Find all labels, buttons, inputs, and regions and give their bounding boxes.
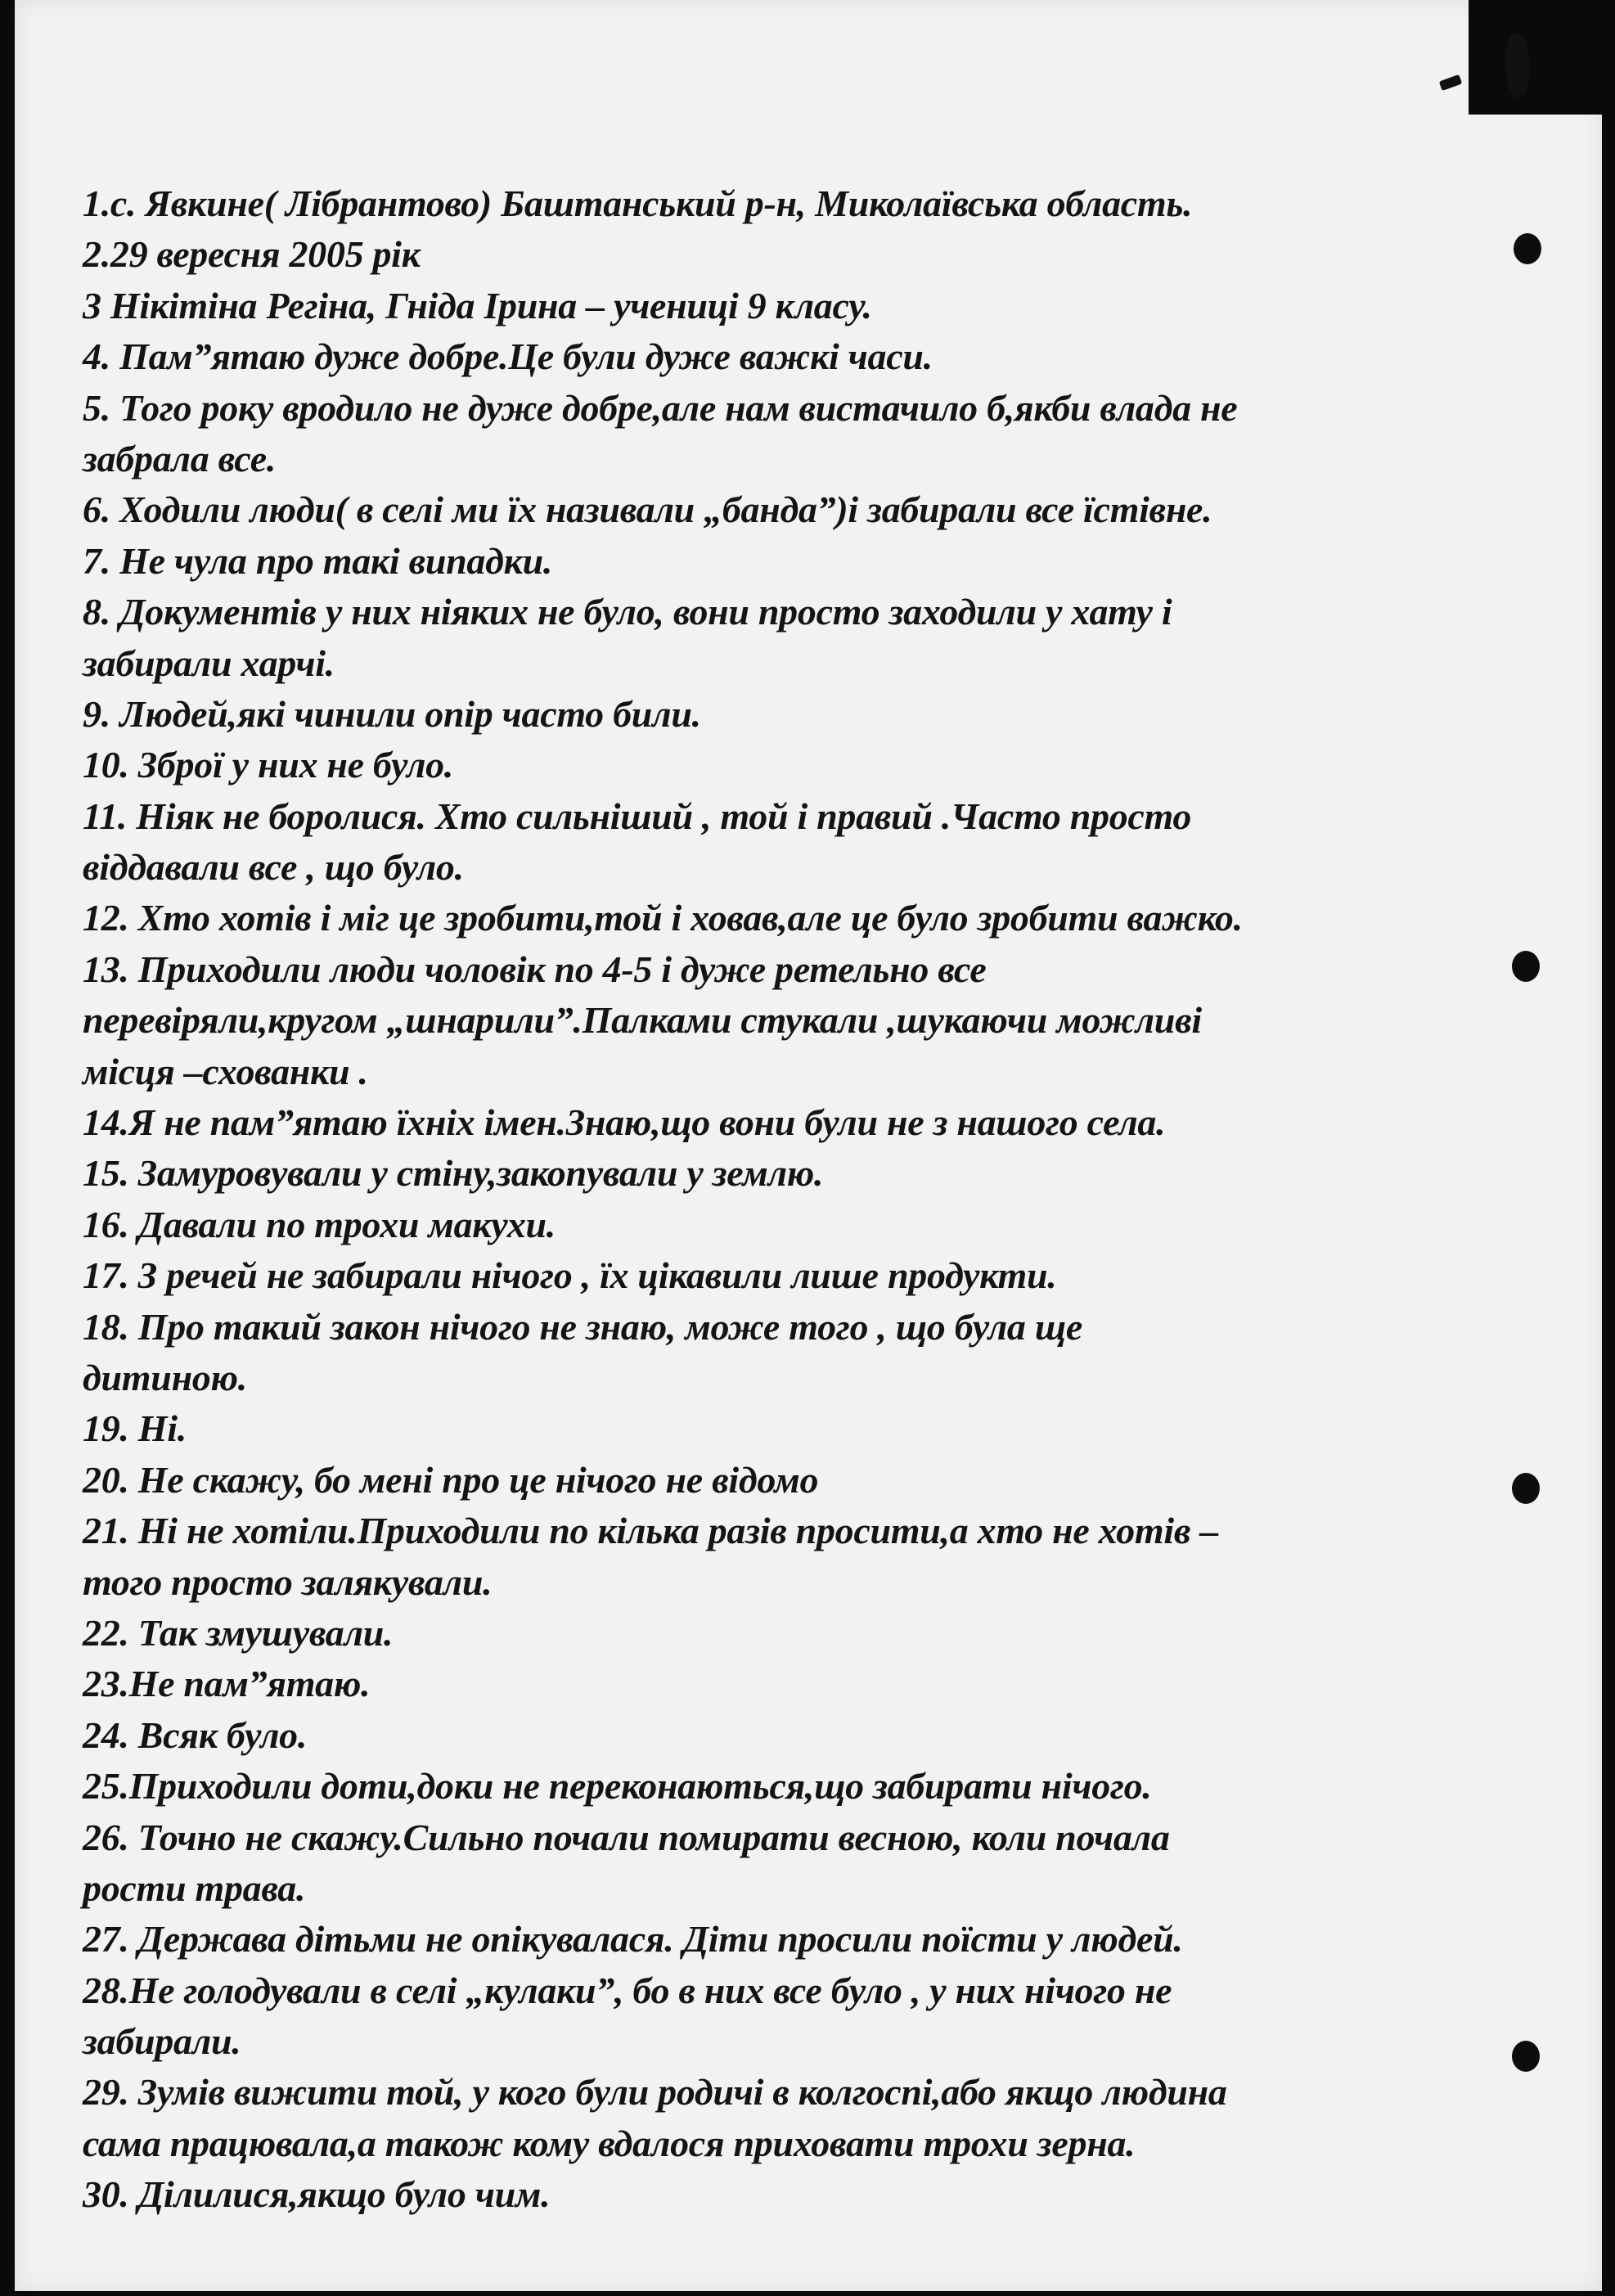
text-line: місця –схованки . [83,1050,368,1092]
paper-sheet [15,0,1602,2291]
text-line: 15. Замуровували у стіну,закопували у землю. [83,1152,824,1195]
text-line: забрала все. [83,437,277,479]
text-line: 2.29 вересня 2005 рік [83,233,421,276]
text-line: віддавали все , що було. [83,846,464,889]
text-line: 30. Ділилися,якщо було чим. [83,2173,551,2216]
text-line: 5. Того року вродило не дуже добре,але нам вистачило б,якби влада не [83,386,1238,429]
text-line: забирали. [83,2020,241,2063]
text-line: того просто залякували. [83,1560,493,1603]
punch-hole [1514,233,1541,264]
text-line: 12. Хто хотів і міг це зробити,той і ховав,але це було зробити важко. [83,897,1243,939]
text-line: 4. Пам”ятаю дуже добре.Це були дуже важкі часи. [83,335,933,378]
text-line: 3 Нікітіна Регіна, Гніда Ірина – учениці 9 класу. [83,284,872,326]
document-text [83,178,1490,2221]
text-line: 1.с. Явкине( Лібрантово) Баштанський р-н, Миколаївська область. [83,182,1193,224]
text-line: 10. Зброї у них не було. [83,744,454,786]
text-line: 19. Ні. [83,1407,187,1450]
punch-hole [1512,951,1540,982]
text-line: 23.Не пам”ятаю. [83,1663,371,1705]
text-line: 11. Ніяк не боролися. Хто сильніший , той і правий .Часто просто [83,795,1192,837]
text-line: 17. З речей не забирали нічого , їх цікавили лише продукти. [83,1254,1057,1297]
punch-hole [1512,2041,1540,2072]
text-line: перевіряли,кругом „шнарили”.Палками стукали ,шукаючи можливі [83,999,1202,1042]
text-line: 6. Ходили люди( в селі ми їх називали „банда”)і забирали все їстівне. [83,488,1212,531]
text-line: 28.Не голодували в селі „кулаки”, бо в них все було , у них нічого не [83,1969,1172,2011]
text-line: 25.Приходили доти,доки не переконаються,що забирати нічого. [83,1765,1152,1808]
punch-hole [1512,1473,1540,1504]
text-line: 18. Про такий закон нічого не знаю, може того , що була ще [83,1305,1082,1348]
text-line: 14.Я не пам”ятаю їхніх імен.Знаю,що вони були не з нашого села. [83,1101,1166,1144]
text-line: 8. Документів у них ніяких не було, вони просто заходили у хату і [83,591,1172,633]
text-line: 20. Не скажу, бо мені про це нічого не відомо [83,1458,819,1501]
text-line: сама працювала,а також кому вдалося приховати трохи зерна. [83,2122,1136,2164]
text-line: 7. Не чула про такі випадки. [83,539,553,582]
text-line: рости трава. [83,1866,306,1909]
text-line: 9. Людей,які чинили опір часто били. [83,692,701,735]
text-line: 26. Точно не скажу.Сильно почали помирати весною, коли почала [83,1816,1170,1858]
text-line: 29. Зумів вижити той, у кого були родичі в колгоспі,або якщо людина [83,2071,1227,2114]
text-line: 13. Приходили люди чоловік по 4-5 і дуже ретельно все [83,948,987,990]
ink-smudge [1505,33,1530,98]
text-line: забирали харчі. [83,642,335,684]
text-line: 27. Держава дітьми не опікувалася. Діти просили поїсти у людей. [83,1918,1183,1961]
scan-edge-shadow [1469,0,1615,115]
text-line: 22. Так змушували. [83,1611,394,1654]
text-line: 21. Ні не хотіли.Приходили по кілька разів просити,а хто не хотів – [83,1510,1219,1552]
text-line: 24. Всяк було. [83,1713,308,1756]
text-line: 16. Давали по трохи макухи. [83,1203,556,1245]
text-line: дитиною. [83,1356,247,1398]
